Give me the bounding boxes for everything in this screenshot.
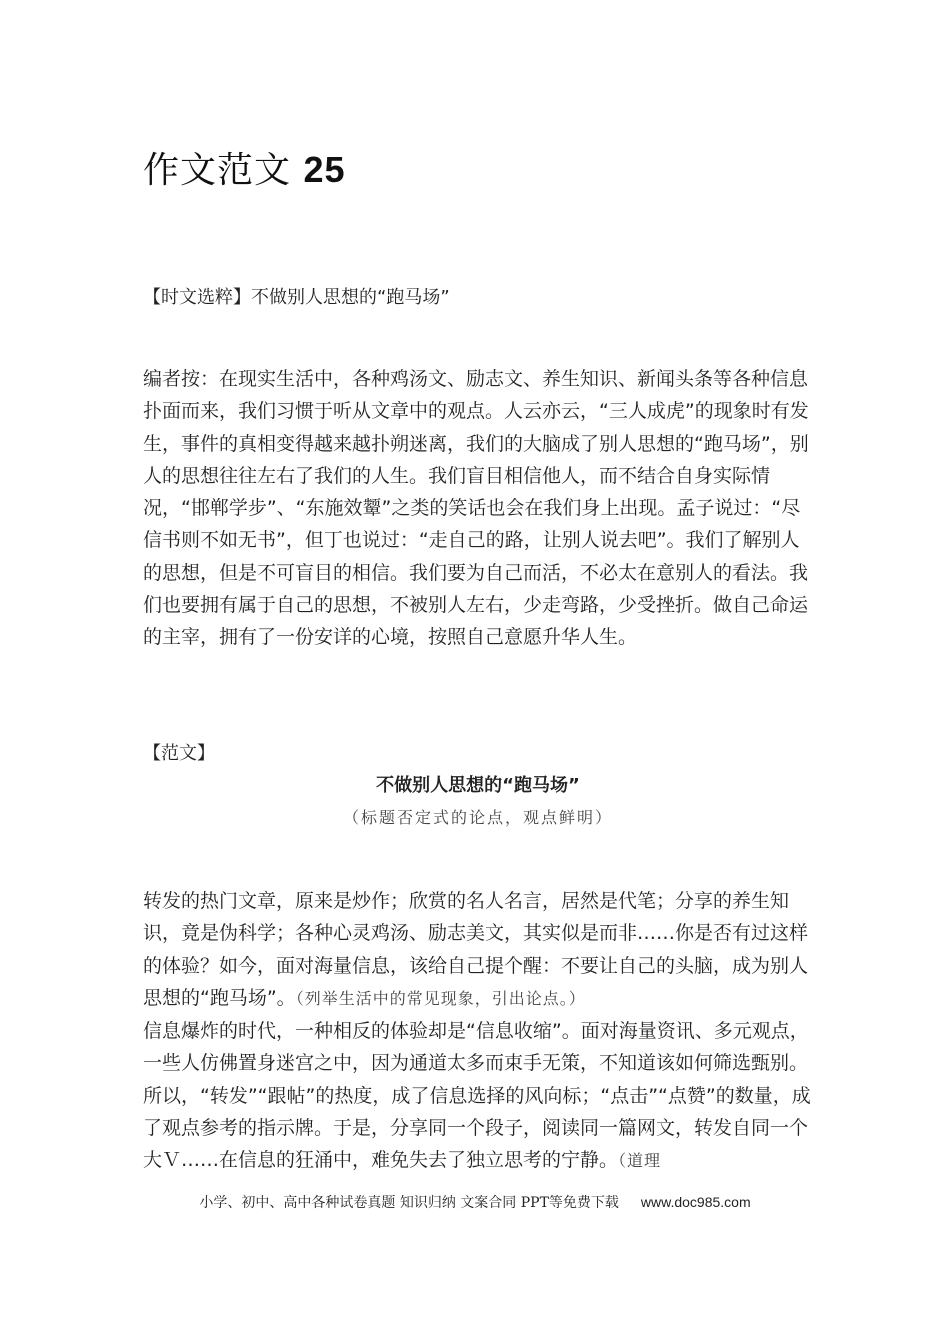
page-footer bbox=[0, 1192, 950, 1213]
sample-heading: 【范文】 bbox=[143, 743, 215, 764]
essay-paragraph-1-note: （列举生活中的常见现象，引出论点。） bbox=[295, 988, 586, 1008]
essay-paragraph-2 bbox=[143, 1015, 813, 1177]
footer-site-link[interactable]: www.doc985.com bbox=[640, 1194, 751, 1210]
essay-paragraph-1-text: 转发的热门文章，原来是炒作；欣赏的名人名言，居然是代笔；分享的养生知识，竟是伪科学；各种心灵鸡汤、励志美文，其实似是而非……你是否有过这样的体验？如今，面对海量信息，该给自己提个醒：不要让自己的头脑，成为别人思想的“跑马场”。 bbox=[143, 890, 809, 1009]
selection-heading: 【时文选粹】不做别人思想的“跑马场” bbox=[143, 287, 450, 308]
footer-text: 小学、初中、高中各种试卷真题 知识归纳 文案合同 PPT等免费下载 bbox=[199, 1195, 619, 1211]
page-title-number: 25 bbox=[303, 149, 346, 190]
essay-paragraph-2-text: 信息爆炸的时代，一种相反的体验却是“信息收缩”。面对海量资讯、多元观点，一些人仿佛置身迷宫之中，因为通道太多而束手无策，不知道该如何筛选甄别。所以，“转发”“跟帖”的热度，成了信息选择的风向标；“点击”“点赞”的数量，成了观点参考的指示牌。于是，分享同一个段子，阅读同一篇网文，转发自同一个大Ｖ……在信息的狂涌中，难免失去了独立思考的宁静。 bbox=[143, 1020, 811, 1172]
essay-paragraph-2-note: （道理 bbox=[618, 1151, 662, 1171]
essay-subtitle: （标题否定式的论点，观点鲜明） bbox=[342, 808, 613, 827]
editor-note: 编者按：在现实生活中，各种鸡汤文、励志文、养生知识、新闻头条等各种信息扑面而来，我们习惯于听从文章中的观点。人云亦云，“三人成虎”的现象时有发生，事件的真相变得越来越扑朔迷离，我们的大脑成了别人思想的“跑马场”，别人的思想往往左右了我们的人生。我们盲目相信他人，而不结合自身实际情况，“邯郸学步”、“东施效颦”之类的笑话也会在我们身上出现。孟子说过：“尽信书则不如无书”，但丁也说过：“走自己的路，让别人说去吧”。我们了解别人的思想，但是不可盲目的相信。我们要为自己而活，不必太在意别人的看法。我们也要拥有属于自己的思想，不被别人左右，少走弯路，少受挫折。做自己命运的主宰，拥有了一份安详的心境，按照自己意愿升华人生。 bbox=[143, 368, 809, 649]
page-title bbox=[143, 142, 346, 193]
essay-title: 不做别人思想的“跑马场” bbox=[376, 775, 580, 796]
essay-paragraph-1 bbox=[143, 885, 813, 1015]
page-title-text: 作文范文 bbox=[143, 150, 292, 191]
